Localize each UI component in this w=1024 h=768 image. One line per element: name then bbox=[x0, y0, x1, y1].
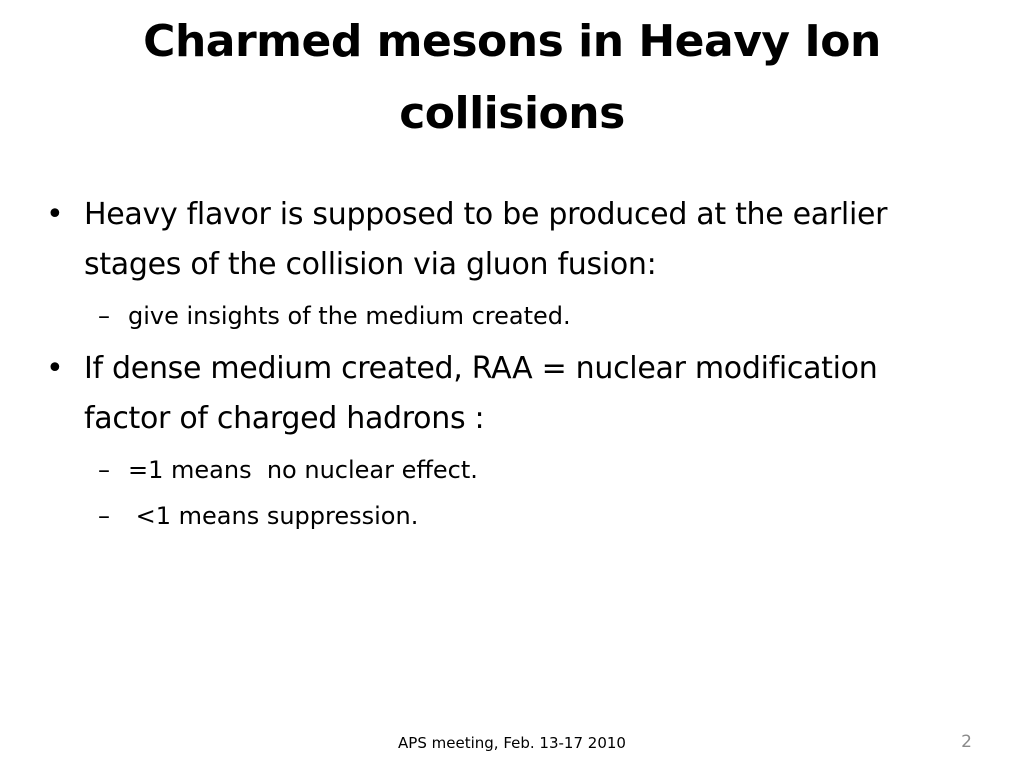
sub-bullet-item bbox=[0, 296, 1024, 336]
slide-title-line-1: Charmed mesons in Heavy Ion bbox=[143, 16, 881, 67]
slide-title bbox=[40, 6, 984, 150]
bullet-marker: • bbox=[46, 197, 64, 232]
sub-bullet-text: =1 means no nuclear effect. bbox=[128, 456, 478, 484]
sub-bullet-text: <1 means suppression. bbox=[128, 502, 419, 530]
bullet-text-line: factor of charged hadrons : bbox=[84, 401, 485, 436]
bullet-item-heavy-flavor bbox=[0, 190, 1024, 290]
bullet-item-dense-medium bbox=[0, 344, 1024, 444]
bullet-text-line: If dense medium created, RAA = nuclear modification bbox=[84, 351, 878, 386]
sub-bullet-item bbox=[0, 450, 1024, 490]
slide-body bbox=[0, 190, 1024, 542]
page-number: 2 bbox=[961, 732, 972, 752]
bullet-text-line: stages of the collision via gluon fusion: bbox=[84, 247, 657, 282]
footer-text: APS meeting, Feb. 13-17 2010 bbox=[398, 734, 626, 752]
sub-bullet-text: give insights of the medium created. bbox=[128, 302, 571, 330]
bullet-text-line: Heavy flavor is supposed to be produced at the earlier bbox=[84, 197, 888, 232]
sub-bullet-item bbox=[0, 496, 1024, 536]
slide-title-line-2: collisions bbox=[399, 88, 625, 139]
sub-bullet-marker: – bbox=[98, 456, 110, 484]
bullet-marker: • bbox=[46, 351, 64, 386]
sub-bullet-marker: – bbox=[98, 302, 110, 330]
sub-bullet-marker: – bbox=[98, 502, 110, 530]
